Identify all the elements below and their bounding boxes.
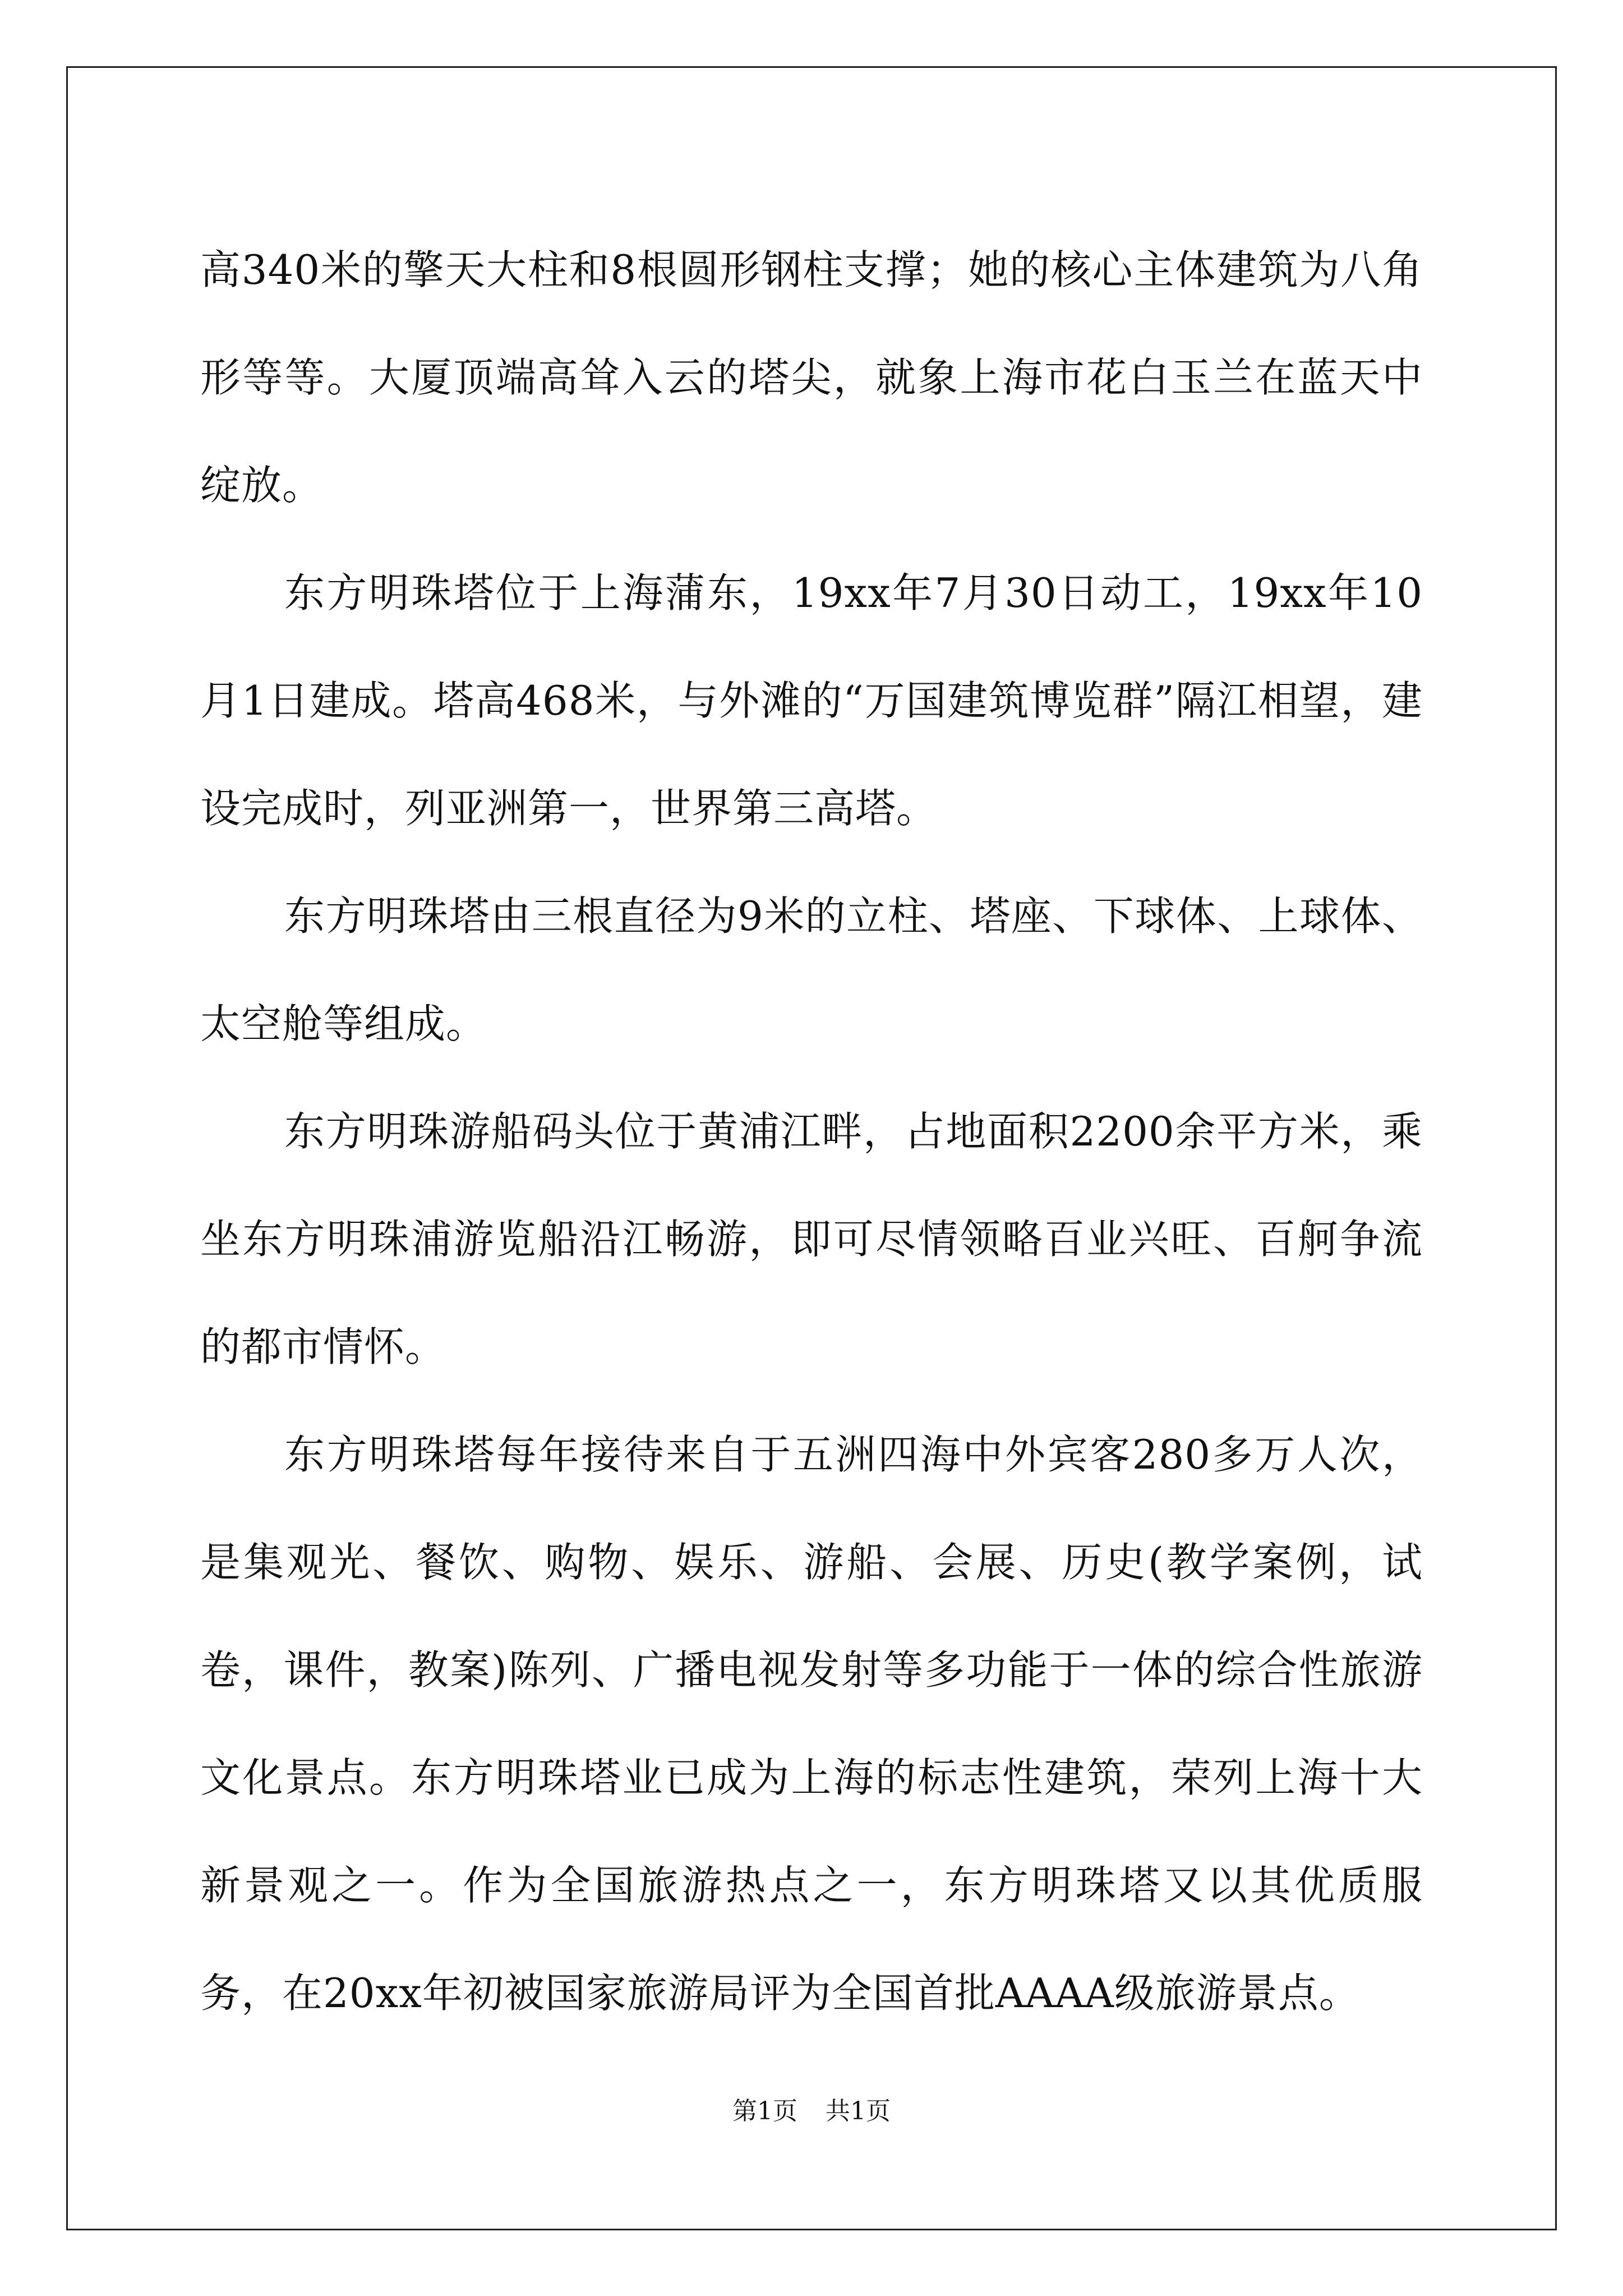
paragraph-2: 东方明珠塔位于上海蒲东，19xx年7月30日动工，19xx年10月1日建成。塔高468米，与外滩的“万国建筑博览群”隔江相望，建设完成时，列亚洲第一，世界第三高塔。 — [200, 569, 1423, 832]
paragraph-1: 高340米的擎天大柱和8根圆形钢柱支撑；她的核心主体建筑为八角形等等。大厦顶端高耸入云的塔尖，就象上海市花白玉兰在蓝天中绽放。 — [200, 246, 1423, 509]
page-total: 共1页 — [826, 2097, 891, 2125]
paragraph-4: 东方明珠游船码头位于黄浦江畔，占地面积2200余平方米，乘坐东方明珠浦游览船沿江畅游，即可尽情领略百业兴旺、百舸争流的都市情怀。 — [200, 1108, 1423, 1370]
page-footer — [0, 2091, 1623, 2127]
page-number: 第1页 — [732, 2097, 797, 2125]
paragraph-5: 东方明珠塔每年接待来自于五洲四海中外宾客280多万人次，是集观光、餐饮、购物、娱乐、游船、会展、历史(教学案例，试卷，课件，教案)陈列、广播电视发射等多功能于一体的综合性旅游文化景点。东方明珠塔业已成为上海的标志性建筑，荣列上海十大新景观之一。作为全国旅游热点之一，东方明珠塔又以其优质服务，在20xx年初被国家旅游局评为全国首批AAAA级旅游景点。 — [200, 1431, 1423, 2017]
document-body — [200, 216, 1423, 2047]
paragraph-3: 东方明珠塔由三根直径为9米的立柱、塔座、下球体、上球体、太空舱等组成。 — [200, 892, 1423, 1047]
